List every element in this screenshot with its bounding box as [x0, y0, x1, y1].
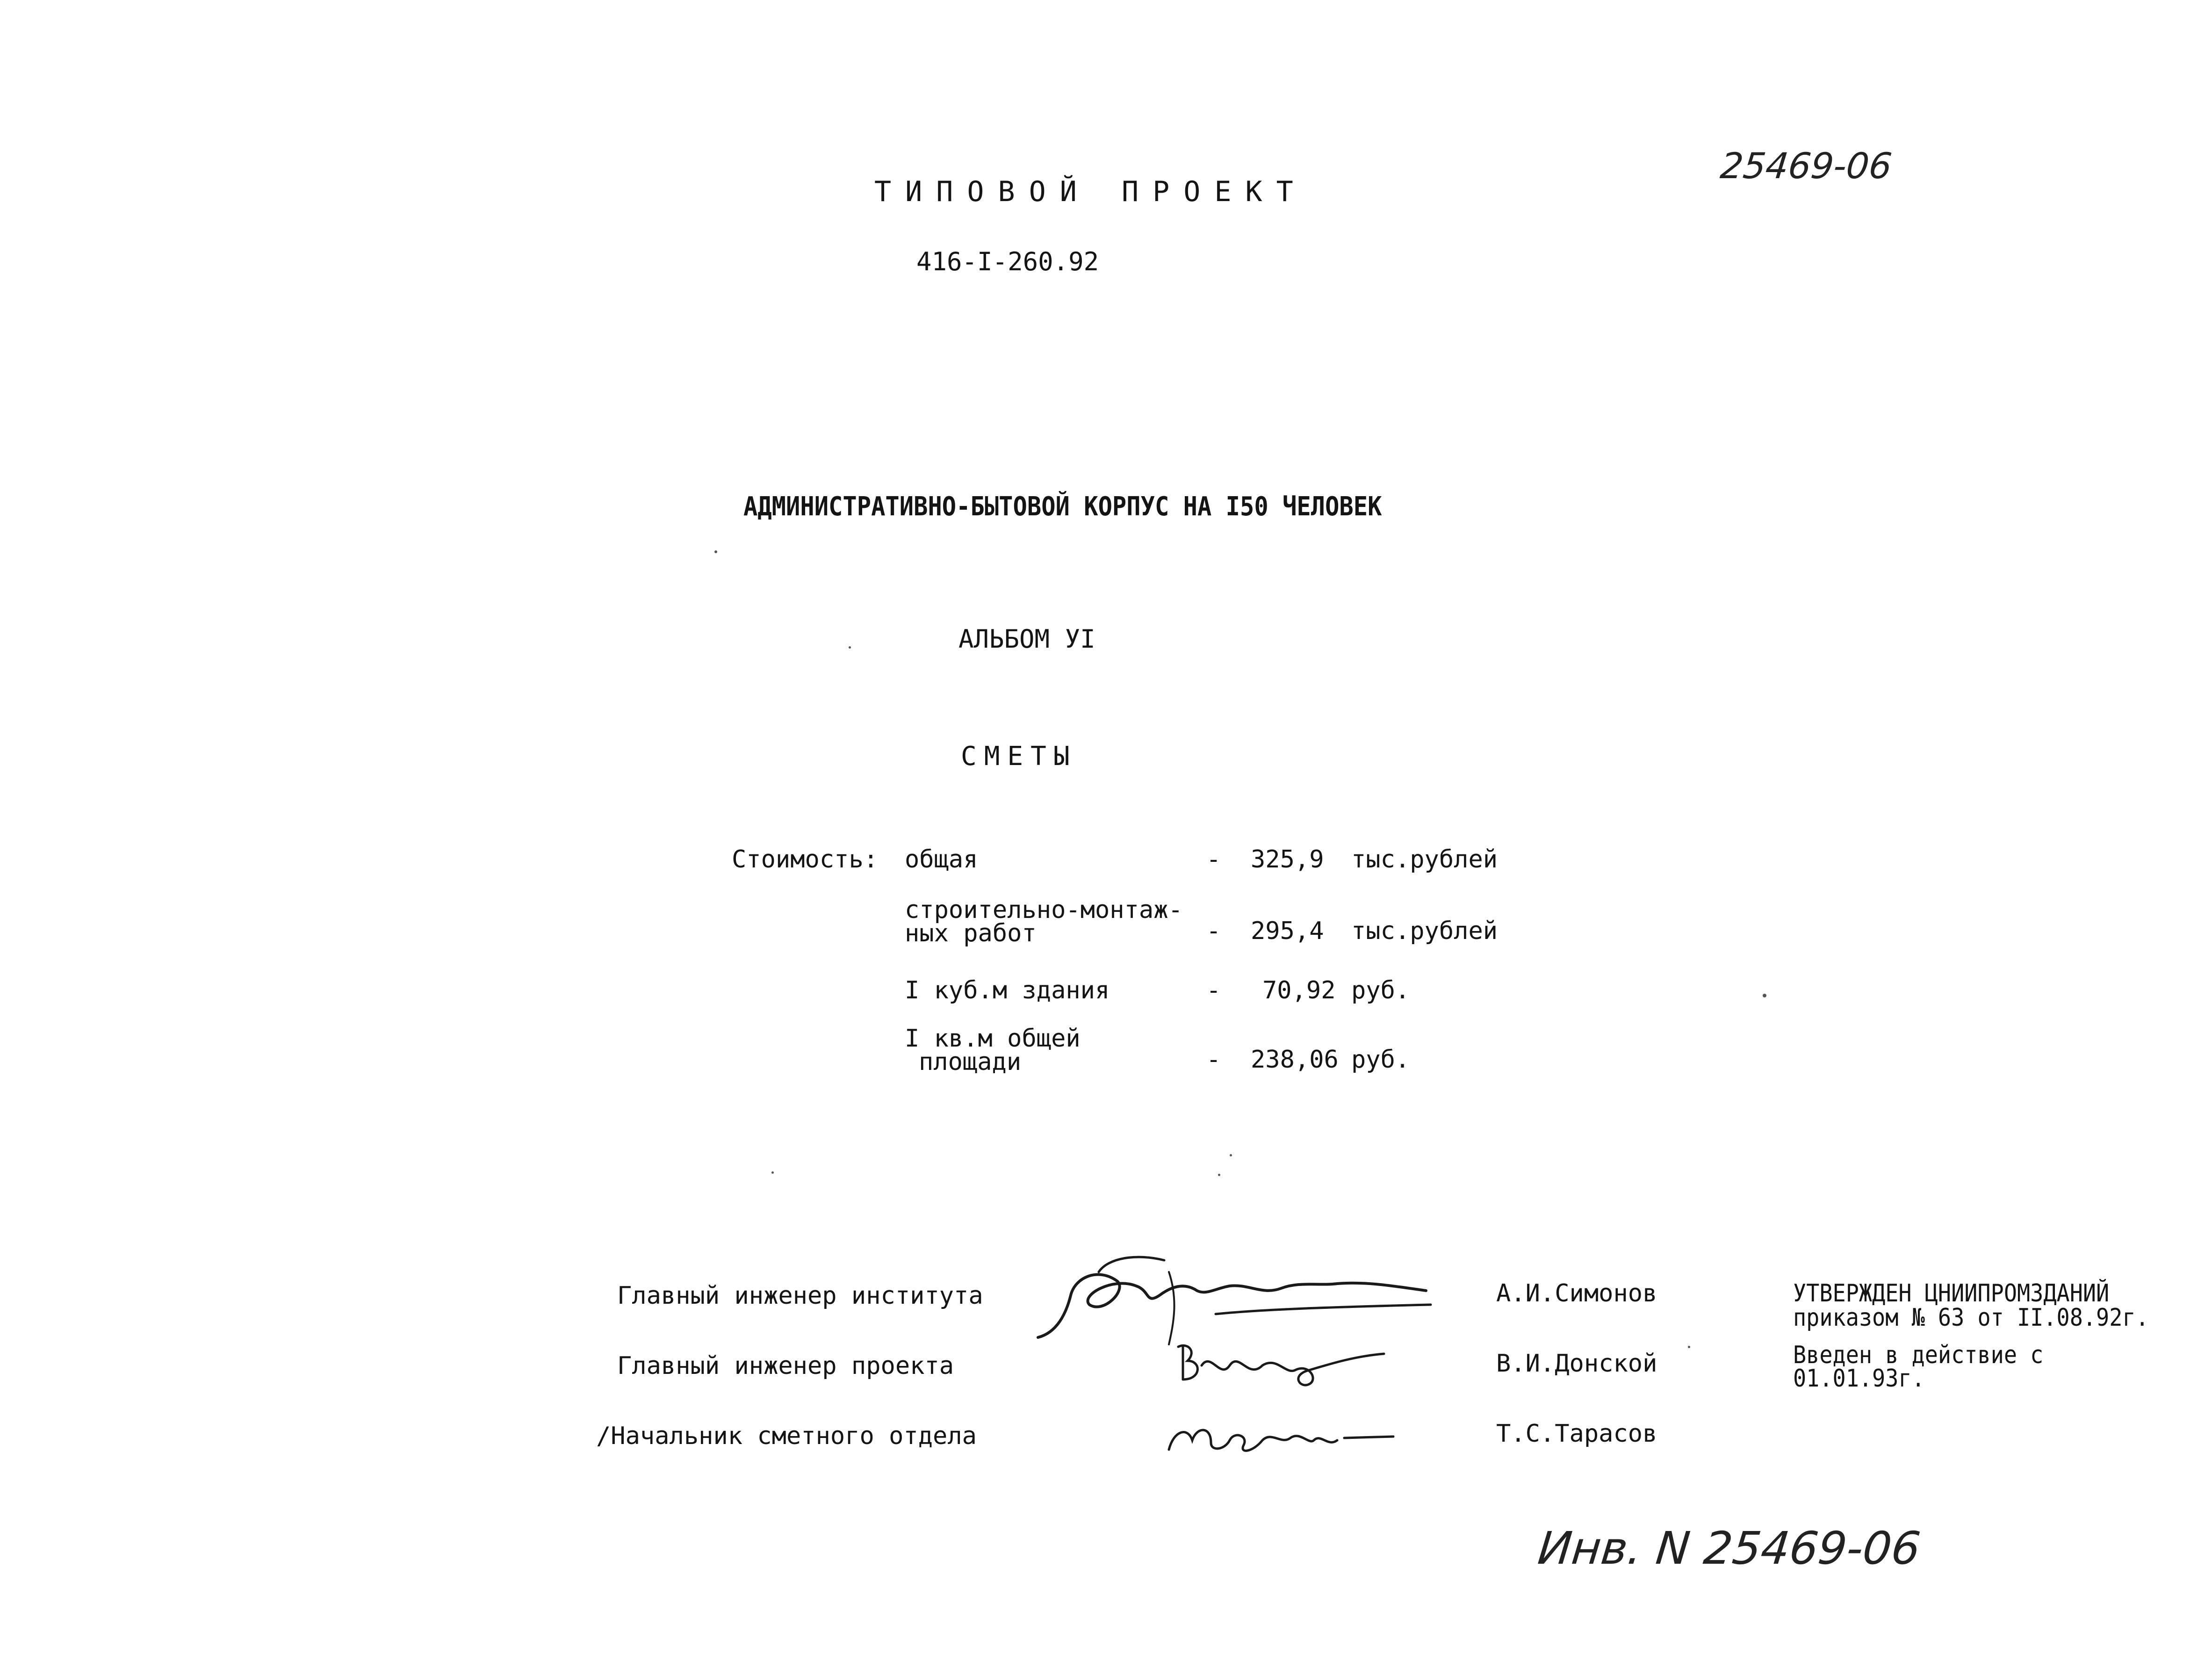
signer-role: Главный инженер института — [617, 1282, 983, 1310]
inventory-number: Инв. N 25469-06 — [1535, 1522, 1923, 1574]
signature-simonov — [1029, 1244, 1449, 1351]
scan-speck — [1218, 1174, 1220, 1176]
cost-row-dash: - — [1206, 917, 1221, 945]
section-title: СМЕТЫ — [961, 741, 1077, 772]
cost-row-name-line2: ных работ — [905, 919, 1037, 947]
cost-row-dash: - — [1206, 976, 1221, 1004]
album-label: АЛЬБОМ УI — [958, 624, 1095, 654]
document-title: ТИПОВОЙ ПРОЕКТ — [874, 175, 1307, 208]
scan-speck — [714, 550, 717, 553]
signer-role: Главный инженер проекта — [617, 1352, 954, 1380]
approval-line: УТВЕРЖДЕН ЦНИИПРОМЗДАНИЙ — [1793, 1279, 2110, 1307]
cost-row-unit: руб. — [1351, 976, 1410, 1004]
cost-row-unit: тыс.рублей — [1351, 917, 1498, 945]
cost-row-unit: руб. — [1351, 1046, 1410, 1074]
approval-line: приказом № 63 от II.08.92г. — [1793, 1304, 2149, 1332]
approval-line: 01.01.93г. — [1793, 1365, 1925, 1393]
cost-row-value: 238,06 — [1251, 1046, 1339, 1074]
cost-label: Стоимость: — [732, 845, 879, 874]
scan-speck — [771, 1171, 774, 1174]
scan-speck — [849, 646, 851, 649]
cost-row-dash: - — [1206, 845, 1221, 874]
cost-row-name-line2: площади — [919, 1048, 1022, 1076]
cost-row-name: общая — [905, 845, 978, 874]
signer-name: В.И.Донской — [1496, 1350, 1657, 1378]
stamp-number: 25469-06 — [1718, 145, 1894, 187]
signer-role: /Начальник сметного отдела — [596, 1422, 977, 1450]
cost-row-name-line1: I кв.м общей — [905, 1025, 1081, 1053]
signer-name: А.И.Симонов — [1496, 1279, 1657, 1307]
signature-tarasov — [1160, 1408, 1403, 1464]
cost-row-value: 295,4 — [1251, 917, 1324, 945]
cost-row-name: I куб.м здания — [905, 976, 1110, 1004]
cost-row-value: 325,9 — [1251, 845, 1324, 874]
scan-speck — [1688, 1346, 1690, 1348]
scan-speck — [1763, 994, 1766, 997]
signature-donskoy — [1169, 1337, 1393, 1398]
cost-row-name-line1: строительно-монтаж- — [905, 896, 1183, 924]
cost-row-unit: тыс.рублей — [1351, 845, 1498, 874]
object-name: АДМИНИСТРАТИВНО-БЫТОВОЙ КОРПУС НА I50 ЧЕЛОВЕК — [743, 491, 1382, 522]
project-code: 416-I-260.92 — [916, 247, 1099, 276]
cost-row-dash: - — [1206, 1046, 1221, 1074]
signer-name: Т.С.Тарасов — [1496, 1420, 1657, 1448]
approval-line: Введен в действие с — [1793, 1341, 2044, 1369]
cost-row-value: 70,92 — [1262, 976, 1336, 1004]
scan-speck — [1230, 1154, 1232, 1156]
